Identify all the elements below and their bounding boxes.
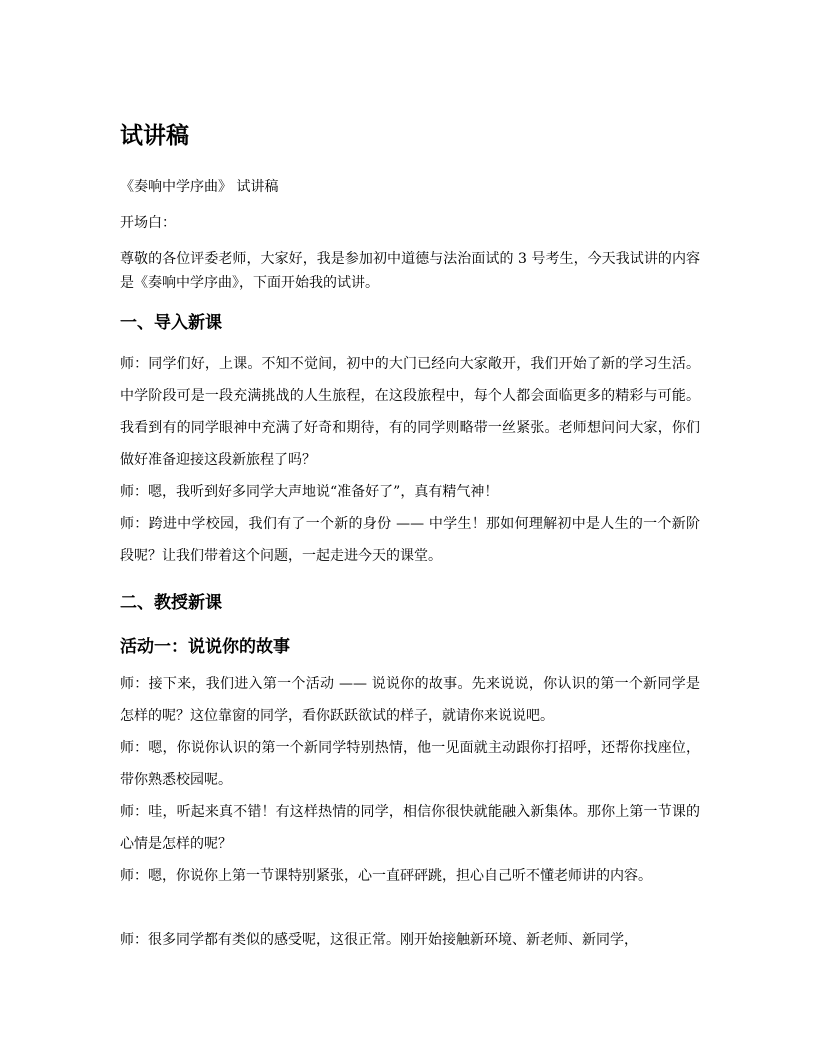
intro-paragraph-2: 师：嗯，我听到好多同学大声地说“准备好了”，真有精气神！ xyxy=(120,484,499,500)
document-title: 试讲稿 xyxy=(120,123,189,149)
document-subtitle: 《奏响中学序曲》 试讲稿 xyxy=(120,179,279,195)
opening-paragraph: 尊敬的各位评委老师，大家好，我是参加初中道德与法治面试的 3 号考生，今天我试讲的内容是《奏响中学序曲》，下面开始我的试讲。 xyxy=(120,251,700,291)
activity-paragraph-3: 师：哇，听起来真不错！有这样热情的同学，相信你很快就能融入新集体。那你上第一节课的心情是怎样的呢？ xyxy=(120,804,700,852)
activity-heading-story: 活动一：说说你的故事 xyxy=(120,637,290,657)
activity-paragraph-2: 师：嗯，你说你认识的第一个新同学特别热情，他一见面就主动跟你打招呼，还帮你找座位，带你熟悉校园呢。 xyxy=(120,740,700,788)
section-heading-teaching: 二、教授新课 xyxy=(120,593,222,613)
opening-label: 开场白： xyxy=(120,215,176,231)
section-heading-introduction: 一、导入新课 xyxy=(120,313,222,333)
activity-paragraph-5: 师：很多同学都有类似的感受呢，这很正常。刚开始接触新环境、新老师、新同学， xyxy=(120,932,638,948)
intro-paragraph-1: 师：同学们好，上课。不知不觉间，初中的大门已经向大家敞开，我们开始了新的学习生活。中学阶段可是一段充满挑战的人生旅程，在这段旅程中，每个人都会面临更多的精彩与可能。我看到有的同学眼神中充满了好奇和期待，有的同学则略带一丝紧张。老师想问问大家，你们做好准备迎接这段新旅程了吗？ xyxy=(120,356,700,468)
activity-paragraph-4: 师：嗯，你说你上第一节课特别紧张，心一直砰砰跳，担心自己听不懂老师讲的内容。 xyxy=(120,868,652,884)
activity-paragraph-1: 师：接下来，我们进入第一个活动 —— 说说你的故事。先来说说，你认识的第一个新同学是怎样的呢？这位靠窗的同学，看你跃跃欲试的样子，就请你来说说吧。 xyxy=(120,676,700,724)
intro-paragraph-3: 师：跨进中学校园，我们有了一个新的身份 —— 中学生！那如何理解初中是人生的一个新阶段呢？让我们带着这个问题，一起走进今天的课堂。 xyxy=(120,516,700,564)
